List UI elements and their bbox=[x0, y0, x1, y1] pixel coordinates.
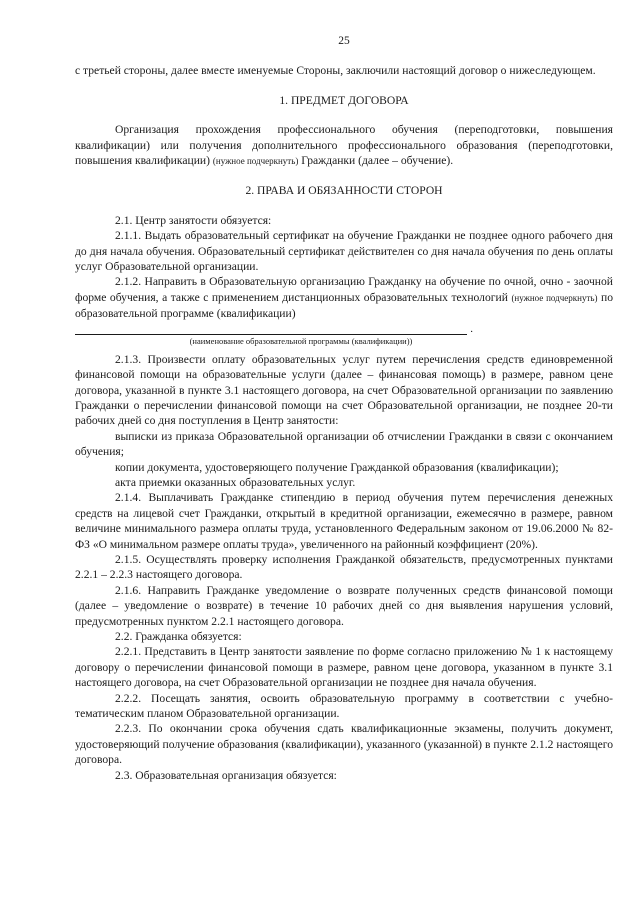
clause-2-1-6: 2.1.6. Направить Гражданке уведомление о возврате полученных средств финансовой помощи (далее – уведомление о возврате) в течение 10 рабочих дней со дня выявления нарушения условий, предусмотренных пунктом 2.2.1 настоящего договора. bbox=[75, 583, 613, 628]
clause-2-1-1: 2.1.1. Выдать образовательный сертификат на обучение Гражданки не позднее одного рабочего дня до дня начала обучения. Образовательный сертификат действителен со дня начала обучения по день оплаты услуг Образовательной организации. bbox=[75, 229, 613, 274]
clause-2-1-3-copy: копии документа, удостоверяющего получение Гражданкой образования (квалификации); bbox=[115, 460, 559, 474]
clause-2-2-2: 2.2.2. Посещать занятия, освоить образовательную программу в соответствии с учебно-тематическим планом Образовательной организации. bbox=[75, 691, 613, 721]
clause-2-1-2-text-b: по образовательной программе (квалификации) bbox=[75, 290, 614, 321]
clause-2-1-3-act: акта приемки оказанных образовательных услуг. bbox=[115, 475, 356, 489]
clause-2-1-2-note: (нужное подчеркнуть) bbox=[511, 292, 598, 303]
clause-2-2-1: 2.2.1. Представить в Центр занятости заявление по форме согласно приложению № 1 к настоящему договору о перечислении финансовой помощи в размере, равном цене договора, указанном в пункте 3.1 настоящего договора, на счет Образовательной организации не позднее дня начала обучения. bbox=[75, 645, 613, 690]
section-1-text-b: Гражданки (далее – обучение). bbox=[298, 154, 454, 168]
section-2-heading: 2. ПРАВА И ОБЯЗАННОСТИ СТОРОН bbox=[245, 184, 443, 198]
clause-2-2-3: 2.2.3. По окончании срока обучения сдать квалификационные экзамены, получить документ, удостоверяющий получение образования (квалификации), указанного (указанной) в пункте 2.1.2 настоящего договора. bbox=[75, 722, 613, 767]
clause-2-1-5: 2.1.5. Осуществлять проверку исполнения Гражданкой обязательств, предусмотренных пунктами 2.2.1 – 2.2.3 настоящего договора. bbox=[75, 552, 613, 582]
clause-2-1-3-extract: выписки из приказа Образовательной организации об отчислении Гражданки в связи с окончанием обучения; bbox=[75, 429, 613, 459]
page-number: 25 bbox=[338, 35, 350, 47]
clause-2-1-3: 2.1.3. Произвести оплату образовательных услуг путем перечисления средств единовременной финансовой помощи на образовательные услуги (далее – финансовая помощь) в размере, равном цене договора, указанной в пункте 3.1 настоящего договора, на счет Образовательной организации по заявлению Гражданки о перечислении финансовой помощи на счет Образовательной организации, не позднее 20-ти рабочих дней со дня поступления в Центр занятости: bbox=[75, 352, 613, 428]
program-name-blank-line bbox=[75, 322, 473, 336]
clause-2-3: 2.3. Образовательная организация обязуется: bbox=[115, 768, 337, 782]
section-1-note: (нужное подчеркнуть) bbox=[212, 156, 299, 167]
clause-2-1-2 bbox=[75, 274, 613, 321]
clause-2-1-4: 2.1.4. Выплачивать Гражданке стипендию в период обучения путем перечисления денежных средств на лицевой счет Гражданки, открытый в кредитной организации, ежемесячно в размере, равном величине минимального размера оплаты труда, установленного Федеральным законом от 19.06.2000 № 82-ФЗ «О минимальном размере оплаты труда», увеличенного на районный коэффициент (20%). bbox=[75, 491, 613, 551]
document-page bbox=[75, 34, 613, 783]
section-1-paragraph bbox=[75, 122, 613, 169]
section-1-heading: 1. ПРЕДМЕТ ДОГОВОРА bbox=[279, 93, 409, 107]
clause-2-1-2-text-a: 2.1.2. Направить в Образовательную организацию Гражданку на обучение по очной, очно - заочной форме обучения, а также с применением дистанционных образовательных технологий bbox=[75, 275, 613, 304]
blank-line-dot: . bbox=[470, 323, 473, 336]
clause-2-2: 2.2. Гражданка обязуется: bbox=[115, 630, 242, 643]
intro-paragraph: с третьей стороны, далее вместе именуемые Стороны, заключили настоящий договор о нижеследующем. bbox=[75, 64, 596, 78]
section-1-text-a: Организация прохождения профессионального обучения (переподготовки, повышения квалификации) или получения дополнительного профессионального образования (переподготовки, повышения квалификации) bbox=[75, 123, 613, 168]
clause-2-1: 2.1. Центр занятости обязуется: bbox=[115, 213, 272, 227]
program-name-caption: (наименование образовательной программы (квалификации)) bbox=[189, 335, 413, 346]
